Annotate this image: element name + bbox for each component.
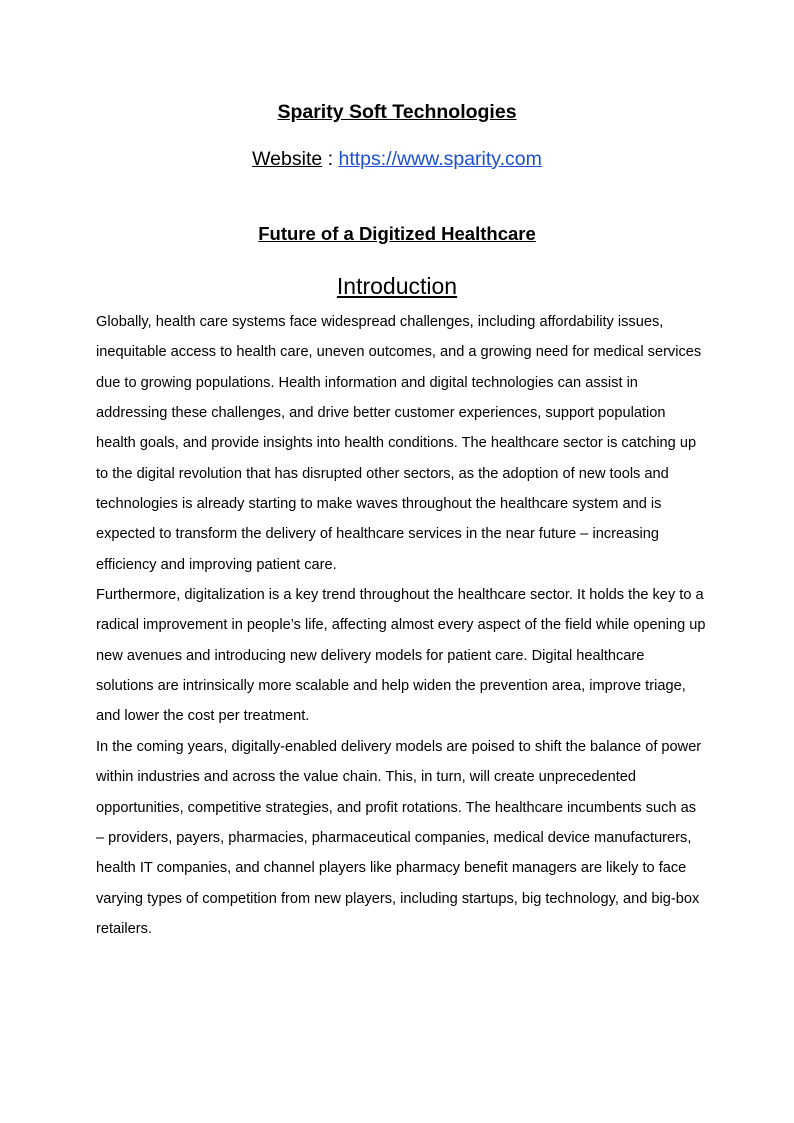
website-line [0, 145, 794, 173]
website-separator: : [322, 148, 339, 170]
body-text [96, 307, 706, 944]
website-link[interactable]: https://www.sparity.com [338, 148, 542, 170]
paragraph-2: Furthermore, digitalization is a key trend throughout the healthcare sector. It holds the key to a radical improvement in people’s life, affecting almost every aspect of the field while opening up new avenues and introducing new delivery models for patient care. Digital healthcare solutions are intrinsically more scalable and help widen the prevention area, improve triage, and lower the cost per treatment. [96, 587, 706, 725]
website-label: Website [252, 148, 323, 170]
document-title: Future of a Digitized Healthcare [258, 223, 536, 244]
paragraph-3: In the coming years, digitally-enabled delivery models are poised to shift the balance of power within industries and across the value chain. This, in turn, will create unprecedented opportunities, competitive strategies, and profit rotations. The healthcare incumbents such as – providers, payers, pharmacies, pharmaceutical companies, medical device manufacturers, health IT companies, and channel players like pharmacy benefit managers are likely to face varying types of competition from new players, including startups, big technology, and big-box retailers. [96, 738, 702, 937]
paragraph-1: Globally, health care systems face widespread challenges, including affordability issues, inequitable access to health care, uneven outcomes, and a growing need for medical services due to growing populations. Health information and digital technologies can assist in addressing these challenges, and drive better customer experiences, support population health goals, and provide insights into health conditions. The healthcare sector is catching up to the digital revolution that has disrupted other sectors, as the adoption of new tools and technologies is already starting to make waves throughout the healthcare system and is expected to transform the delivery of healthcare services in the near future – increasing efficiency and improving patient care. [96, 314, 702, 573]
section-heading-introduction: Introduction [336, 273, 458, 299]
company-name: Sparity Soft Technologies [277, 101, 517, 123]
